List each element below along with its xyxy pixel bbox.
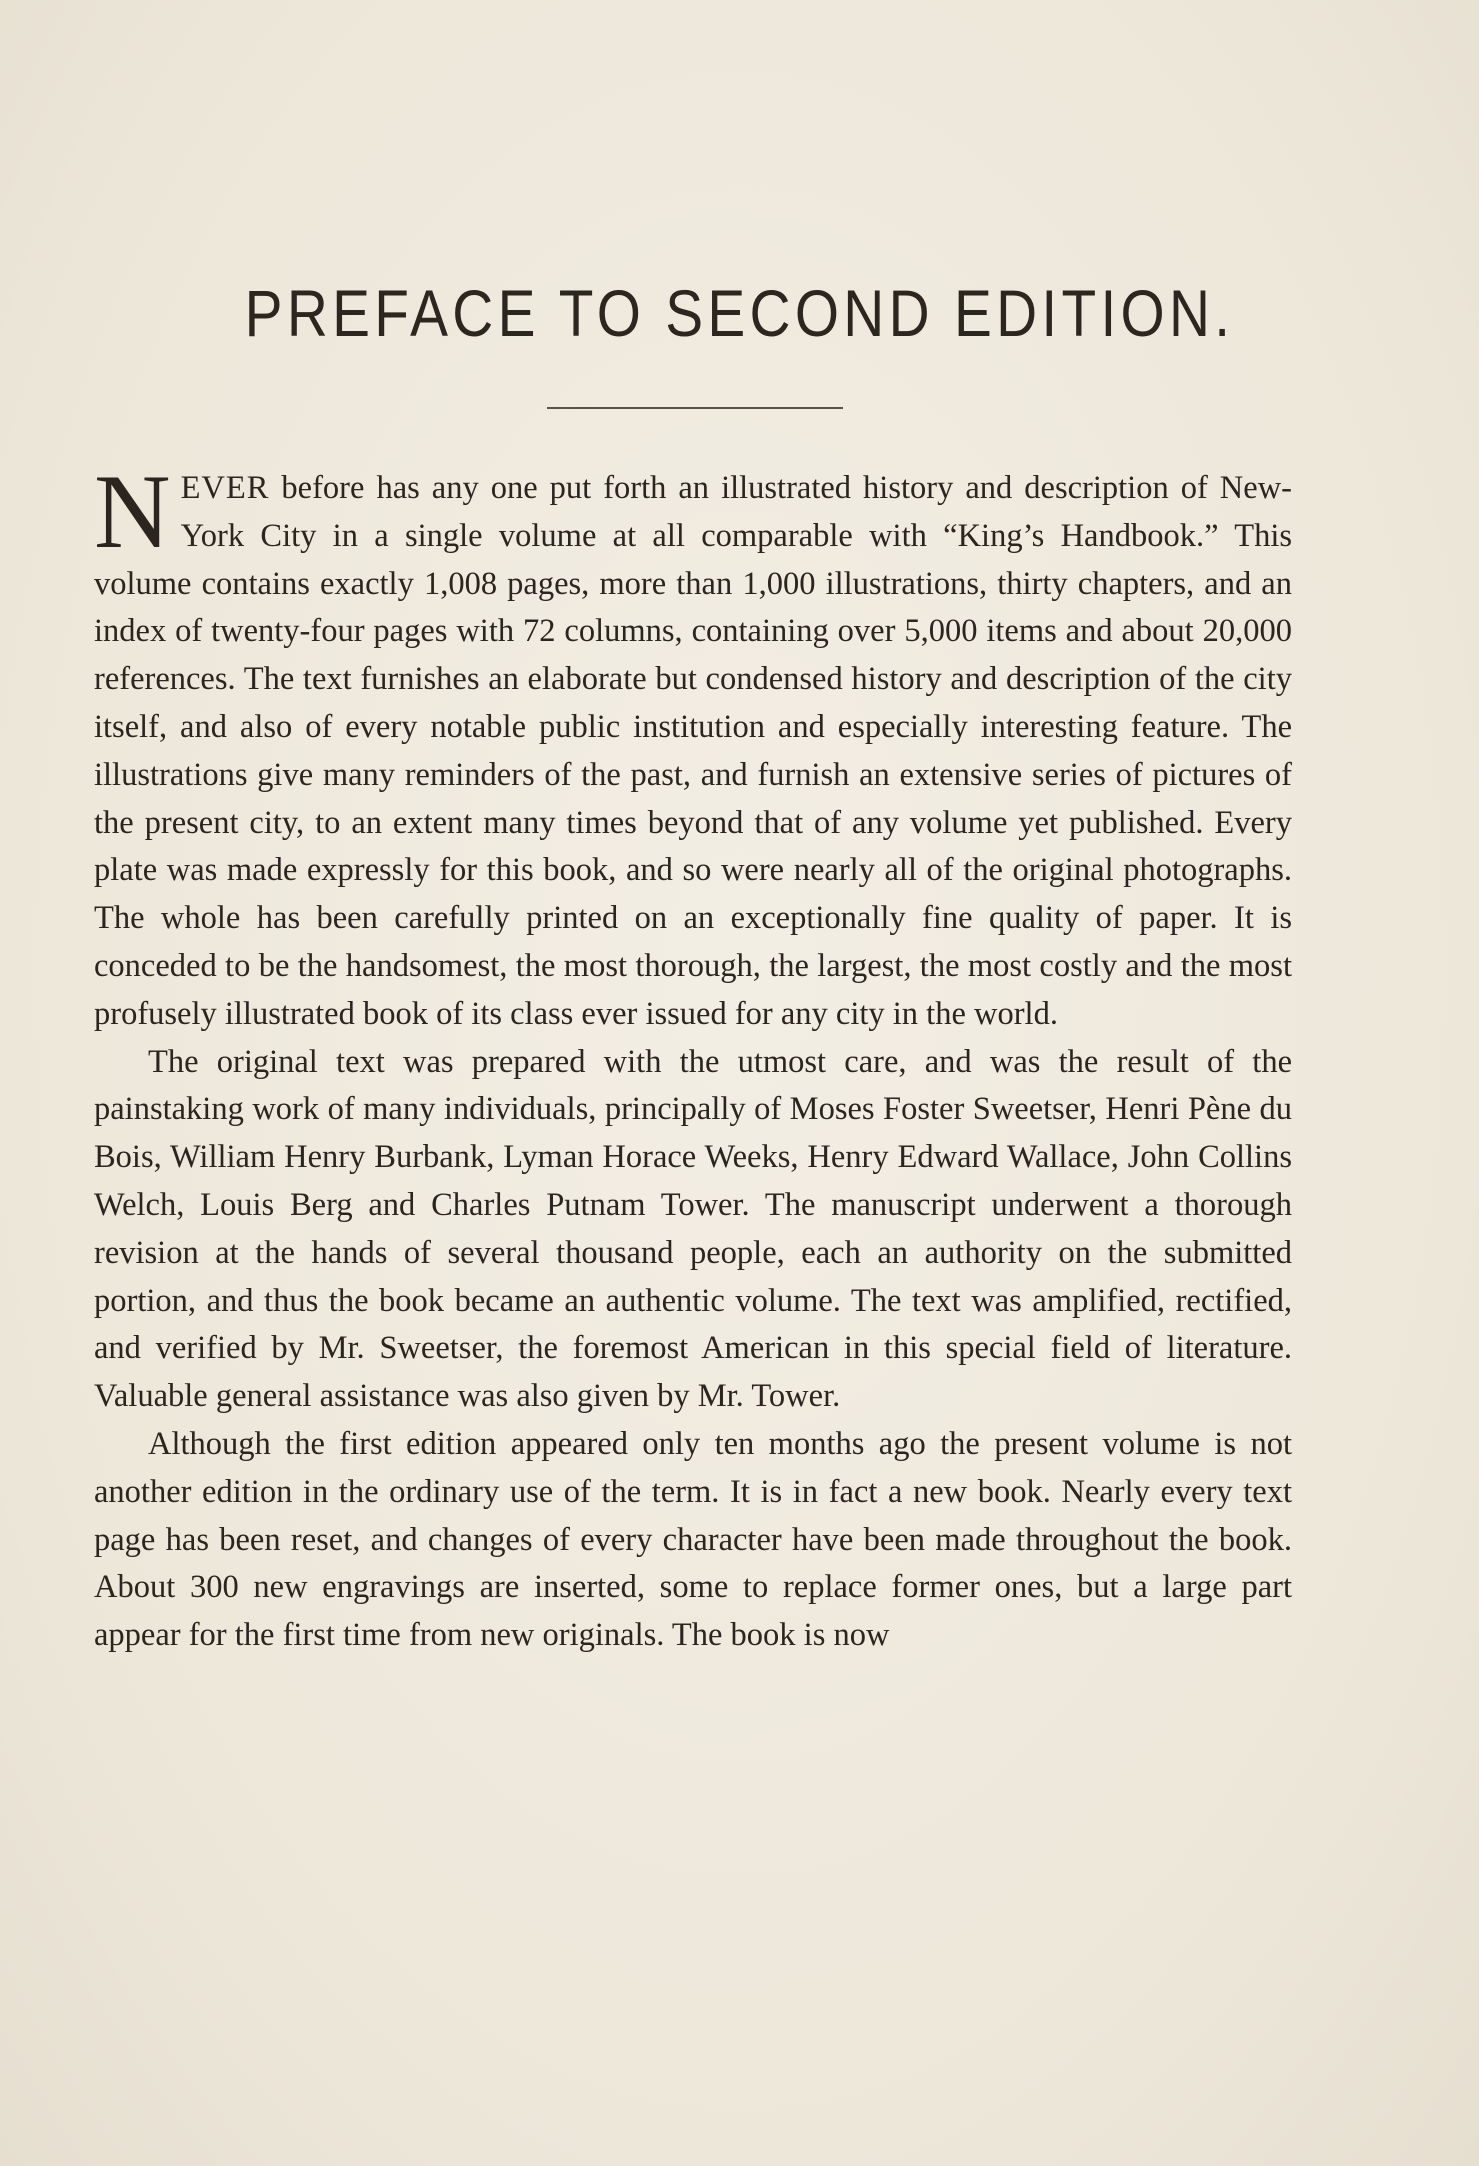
- paragraph-1-text: before has any one put forth an illustrated history and description of New-York City in a single volume at all comparable with “King’s Handbook.” This volume contains exactly 1,008 pages, more than 1,000 illustrations, thirty chapters, and an index of twenty-four pages with 72 columns, containing over 5,000 items and about 20,000 references. The text furnishes an elaborate but condensed history and description of the city itself, and also of every notable public institution and especially interesting feature. The illustrations give many reminders of the past, and furnish an extensive series of pictures of the present city, to an extent many times beyond that of any volume yet published. Every plate was made expressly for this book, and so were nearly all of the original photographs. The whole has been carefully printed on an exceptionally fine quality of paper. It is conceded to be the handsomest, the most thorough, the largest, the most costly and the most profusely illustrated book of its class ever issued for any city in the world.: [94, 470, 1292, 1032]
- preface-body: [94, 453, 1292, 1660]
- page-title: PREFACE TO SECOND EDITION.: [244, 276, 1235, 350]
- paragraph-3: Although the first edition appeared only ten months ago the present volume is not another edition in the ordinary use of the term. It is in fact a new book. Nearly every text page has been reset, and changes of every character have been made throughout the book. About 300 new engravings are inserted, some to replace former ones, but a large part appear for the first time from new originals. The book is now: [94, 1425, 1292, 1654]
- title-divider: [547, 407, 843, 409]
- drop-cap: N: [94, 453, 171, 570]
- paragraph-2: The original text was prepared with the utmost care, and was the result of the painstaking work of many individuals, principally of Moses Foster Sweetser, Henri Pène du Bois, William Henry Burbank, Lyman Horace Weeks, Henry Edward Wallace, John Collins Welch, Louis Berg and Charles Putnam Tower. The manuscript underwent a thorough revision at the hands of several thousand people, each an authority on the submitted portion, and thus the book became an authentic volume. The text was amplified, rectified, and verified by Mr. Sweetser, the foremost American in this special field of literature. Valuable general assistance was also given by Mr. Tower.: [94, 1043, 1292, 1415]
- paragraph-1: [94, 453, 1292, 1039]
- lead-word: EVER: [180, 470, 270, 506]
